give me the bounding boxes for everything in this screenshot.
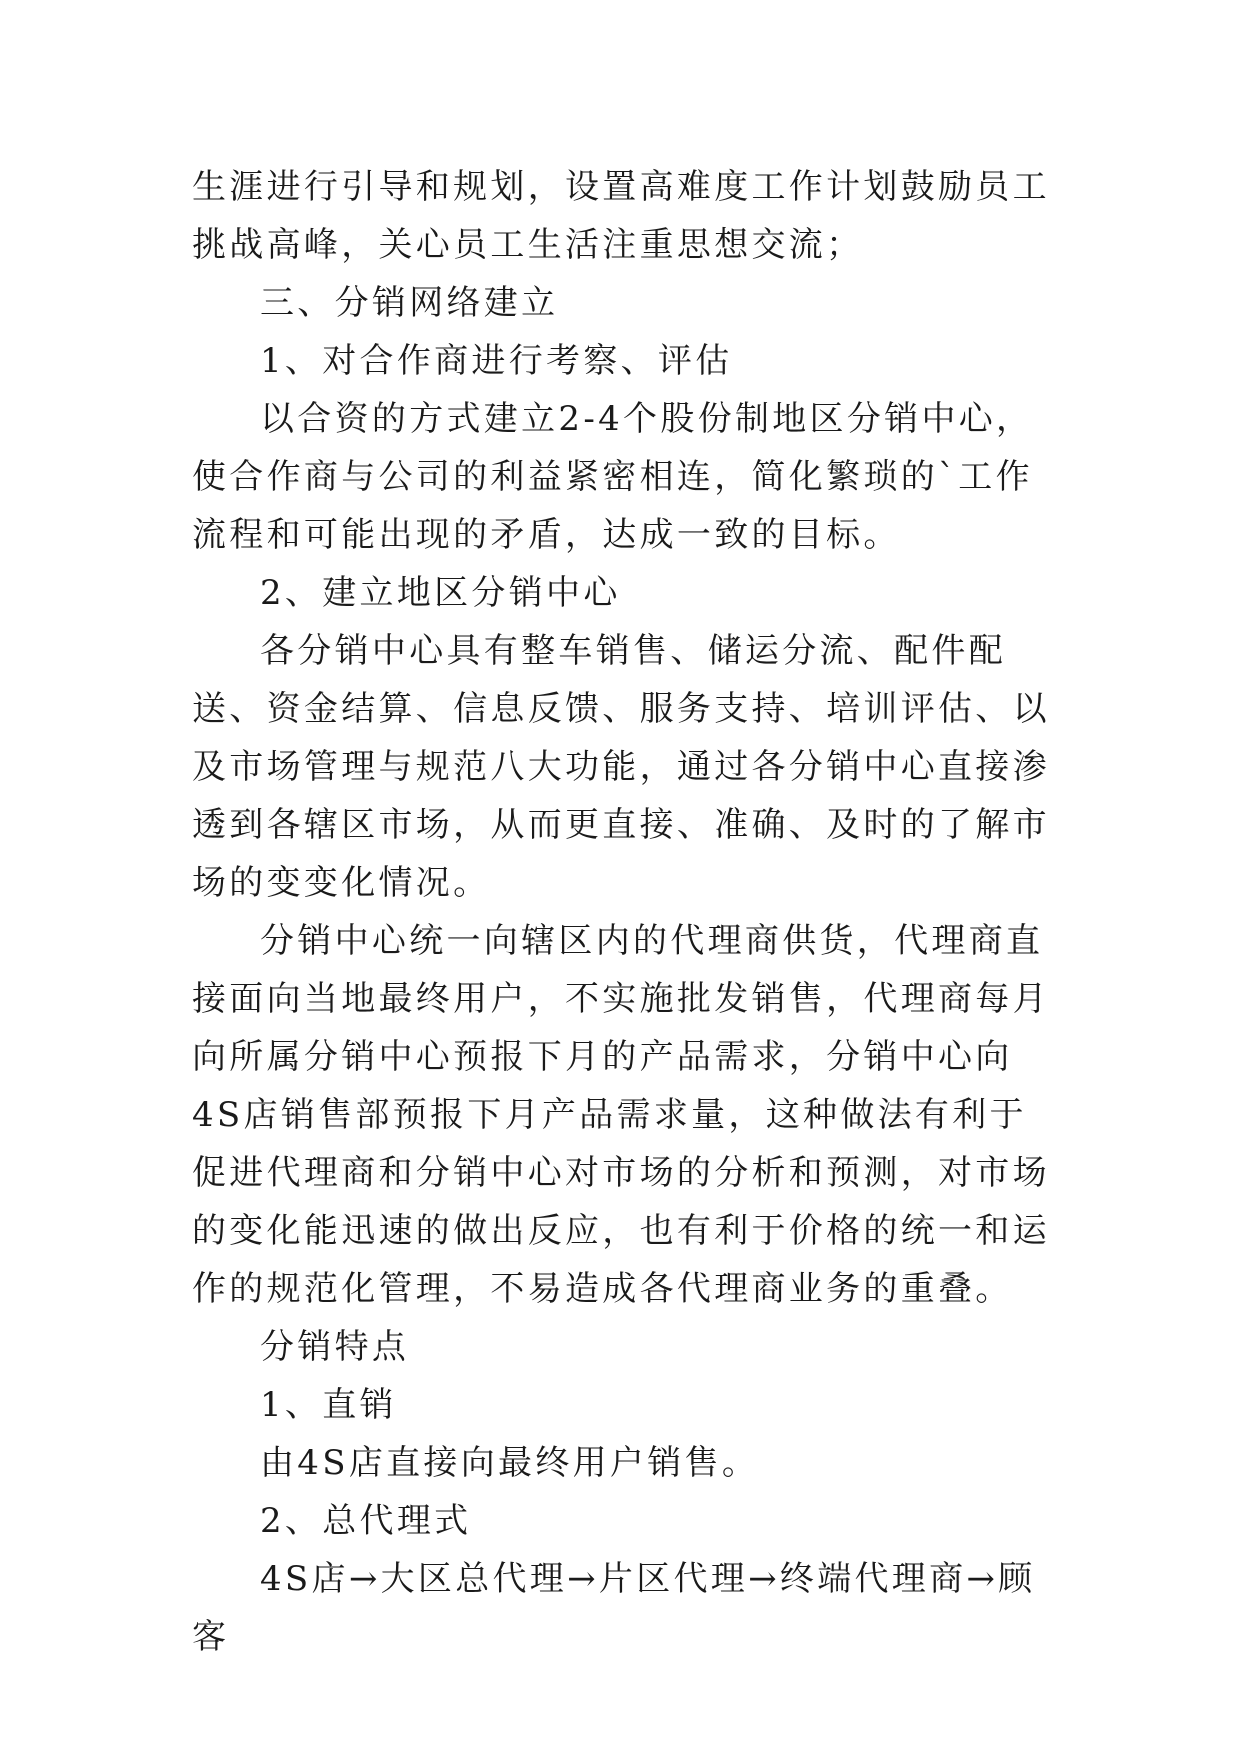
subheading: 2、总代理式 (260, 1501, 472, 1541)
document-body (192, 158, 1052, 1666)
subheading: 2、建立地区分销中心 (260, 573, 621, 613)
paragraph: 分销中心统一向辖区内的代理商供货，代理商直接面向当地最终用户，不实施批发销售，代理商每月向所属分销中心预报下月的产品需求，分销中心向4S店销售部预报下月产品需求量，这种做法有利于促进代理商和分销中心对市场的分析和预测，对市场的变化能迅速的做出反应，也有利于价格的统一和运作的规范化管理，不易造成各代理商业务的重叠。 (192, 921, 1050, 1309)
subheading: 分销特点 (260, 1327, 410, 1367)
paragraph: 4S店→大区总代理→片区代理→终端代理商→顾客 (192, 1559, 1036, 1657)
paragraph: 以合资的方式建立2-4个股份制地区分销中心，使合作商与公司的利益紧密相连，简化繁琐的`工作流程和可能出现的矛盾，达成一致的目标。 (192, 399, 1034, 555)
subheading: 1、直销 (260, 1385, 397, 1425)
subheading: 1、对合作商进行考察、评估 (260, 341, 733, 381)
section-heading: 三、分销网络建立 (260, 283, 559, 323)
paragraph-continuation: 生涯进行引导和规划，设置高难度工作计划鼓励员工挑战高峰，关心员工生活注重思想交流； (192, 167, 1050, 265)
paragraph: 由4S店直接向最终用户销售。 (260, 1443, 760, 1483)
paragraph: 各分销中心具有整车销售、储运分流、配件配送、资金结算、信息反馈、服务支持、培训评估、以及市场管理与规范八大功能，通过各分销中心直接渗透到各辖区市场，从而更直接、准确、及时的了解市场的变变化情况。 (192, 631, 1050, 903)
